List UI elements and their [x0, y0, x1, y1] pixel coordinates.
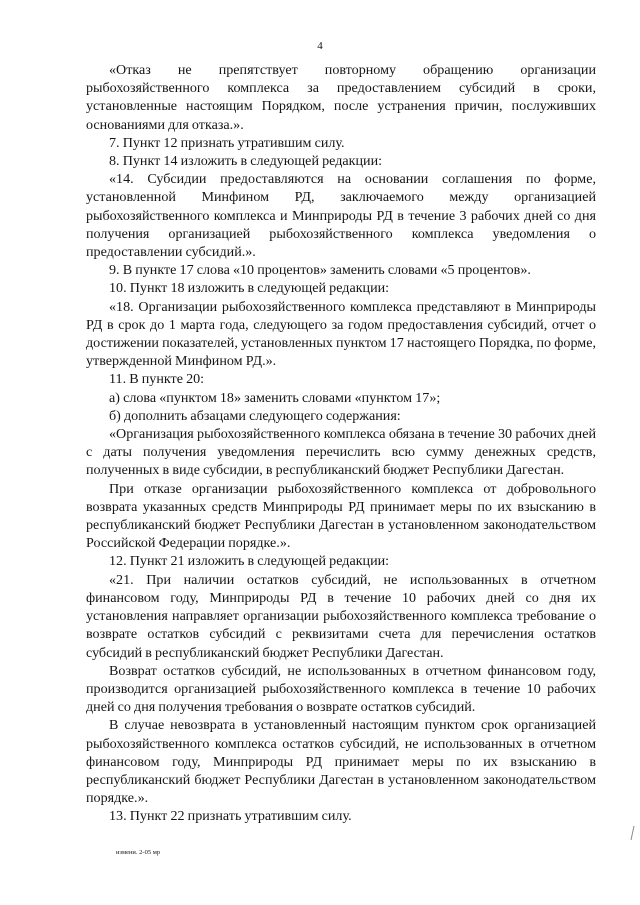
paragraph-non-return: В случае невозврата в установленный настоящим пунктом срок организацией рыбохозяйственного комплекса остатков субсидий, не использованных в отчетном финансовом году, Минприроды РД принимает меры по их взысканию в республиканский бюджет Республики Дагестан в установленном законодательством порядке.». [86, 717, 596, 807]
paragraph-refusal-recovery: При отказе организации рыбохозяйственного комплекса от добровольного возврата указанных средств Минприроды РД принимает меры по их взысканию в республиканский бюджет Республики Дагестан в установленном законодательством Российской Федерации порядке.». [86, 480, 596, 552]
paragraph-refusal-clause: «Отказ не препятствует повторному обращению организации рыбохозяйственного комплекса за предоставлением субсидий в сроки, установленные настоящим Порядком, после устранения причин, послуживших основаниями для отказа.». [86, 62, 596, 133]
paragraph-item-21-text: «21. При наличии остатков субсидий, не использованных в отчетном финансовом году, Минприроды РД в течение 10 рабочих дней со дня их установления направляет организации рыбохозяйственного комплекса требование о возврате остатков субсидий с реквизитами счета для перечисления остатков субсидий в республиканский бюджет Республики Дагестан. [86, 571, 596, 661]
paragraph-item-14-text: «14. Субсидии предоставляются на основании соглашения по форме, установленной Минфином РД, заключаемого между организацией рыбохозяйственного комплекса и Минприроды РД в течение 3 рабочих дней со дня получения организацией рыбохозяйственного комплекса уведомления о предоставлении субсидий.». [86, 171, 596, 261]
page-number: 4 [317, 40, 323, 52]
footer-document-code: измени. 2-05 мр [116, 849, 161, 856]
paragraph-item-7: 7. Пункт 12 признать утратившим силу. [109, 134, 345, 151]
paragraph-item-10: 10. Пункт 18 изложить в следующей редакции: [109, 280, 390, 297]
paragraph-item-11-a: а) слова «пунктом 18» заменить словами «пунктом 17»; [109, 389, 441, 406]
paragraph-obligation: «Организация рыбохозяйственного комплекса обязана в течение 30 рабочих дней с даты получения уведомления перечислить всю сумму денежных средств, полученных в виде субсидии, в республиканский бюджет Республики Дагестан. [86, 426, 596, 479]
paragraph-return-balance: Возврат остатков субсидий, не использованных в отчетном финансовом году, производится организацией рыбохозяйственного комплекса в течение 10 рабочих дней со дня получения требования о возврате остатков субсидий. [86, 662, 596, 716]
paragraph-item-9: 9. В пункте 17 слова «10 процентов» заменить словами «5 процентов». [109, 262, 531, 279]
paragraph-item-11-b: б) дополнить абзацами следующего содержания: [109, 407, 401, 424]
paragraph-item-11: 11. В пункте 20: [109, 371, 205, 388]
paragraph-item-12: 12. Пункт 21 изложить в следующей редакции: [109, 553, 390, 570]
document-body [86, 61, 596, 826]
paragraph-item-13: 13. Пункт 22 признать утратившим силу. [109, 808, 352, 825]
edge-pen-mark [631, 826, 639, 840]
paragraph-item-8: 8. Пункт 14 изложить в следующей редакции: [109, 153, 383, 170]
paragraph-item-18-text: «18. Организации рыбохозяйственного комплекса представляют в Минприроды РД в срок до 1 марта года, следующего за годом предоставления субсидий, отчет о достижении показателей, установленных пунктом 17 настоящего Порядка, по форме, утвержденной Минфином РД.». [86, 298, 596, 370]
